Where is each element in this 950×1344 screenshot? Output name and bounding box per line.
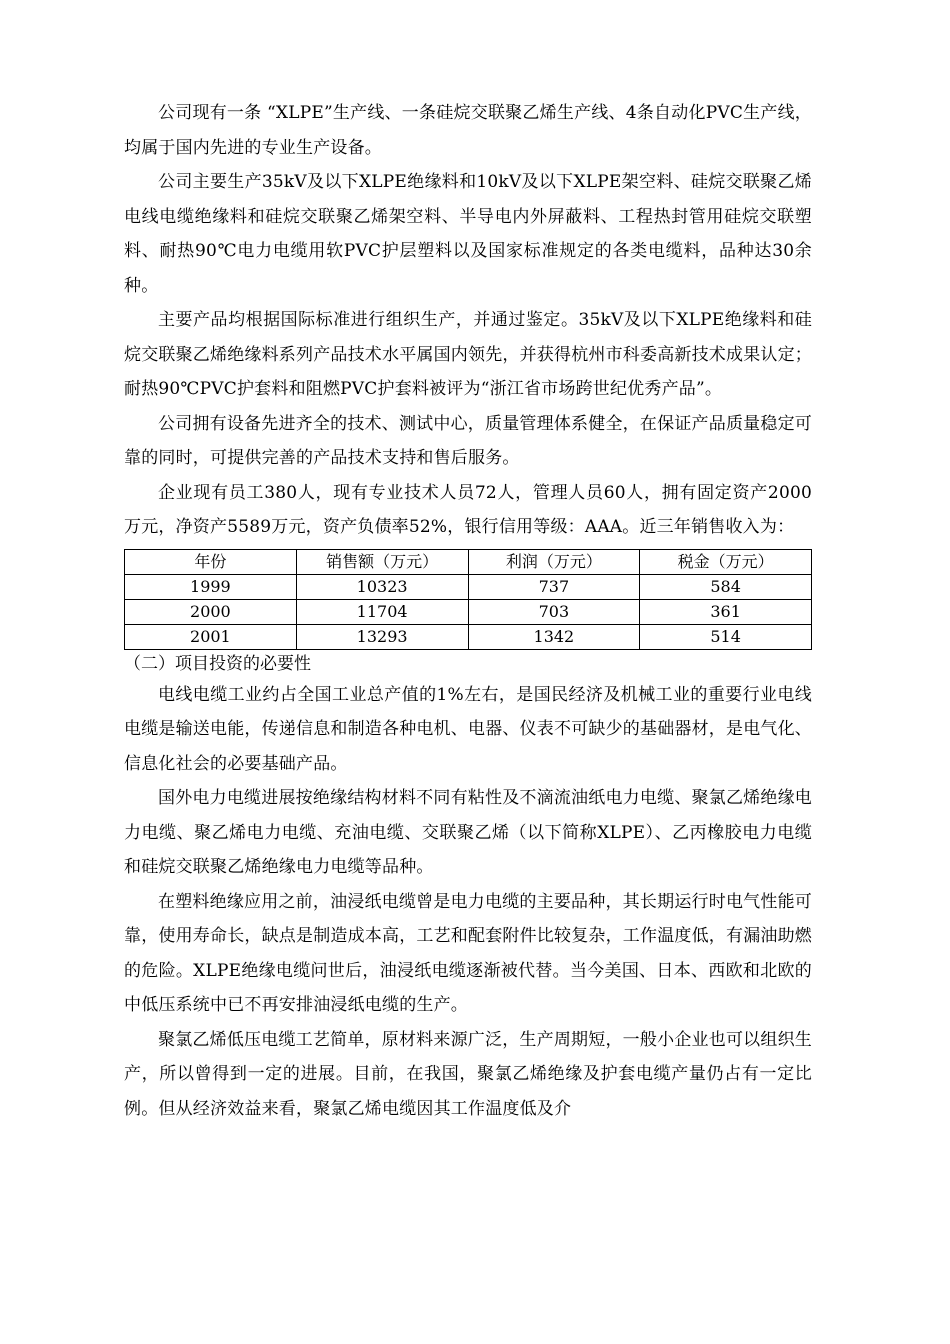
paragraph-staff-assets: 企业现有员工380人，现有专业技术人员72人，管理人员60人，拥有固定资产2000万元，净资产5589万元，资产负债率52%，银行信用等级：AAA。近三年销售收入为： <box>124 482 812 537</box>
table-header-row <box>125 549 812 574</box>
cell-tax: 361 <box>640 599 812 624</box>
paragraph-pvc-cable: 聚氯乙烯低压电缆工艺简单，原材料来源广泛，生产周期短，一般小企业也可以组织生产，所以曾得到一定的进展。目前，在我国，聚氯乙烯绝缘及护套电缆产量仍占有一定比例。但从经济效益来看，聚氯乙烯电缆因其工作温度低及介 <box>124 1029 812 1119</box>
header-tax: 税金（万元） <box>640 549 812 574</box>
paragraph-industry-share: 电线电缆工业约占全国工业总产值的1%左右，是国民经济及机械工业的重要行业电线电缆是输送电能，传递信息和制造各种电机、电器、仪表不可缺少的基础器材，是电气化、信息化社会的必要基础产品。 <box>124 684 812 774</box>
cell-sales: 11704 <box>296 599 468 624</box>
table-row <box>125 599 812 624</box>
cell-year: 1999 <box>125 574 297 599</box>
cell-profit: 737 <box>468 574 640 599</box>
paragraph-foreign-cables: 国外电力电缆进展按绝缘结构材料不同有粘性及不滴流油纸电力电缆、聚氯乙烯绝缘电力电缆、聚乙烯电力电缆、充油电缆、交联聚乙烯（以下简称XLPE）、乙丙橡胶电力电缆和硅烷交联聚乙烯绝缘电力电缆等品种。 <box>124 788 812 877</box>
cell-profit: 1342 <box>468 624 640 649</box>
cell-sales: 10323 <box>296 574 468 599</box>
paragraph-standards: 主要产品均根据国际标准进行组织生产，并通过鉴定。35kV及以下XLPE绝缘料和硅烷交联聚乙烯绝缘料系列产品技术水平属国内领先，并获得杭州市科委高新技术成果认定；耐热90℃PVC护套料和阻燃PVC护套料被评为“浙江省市场跨世纪优秀产品”。 <box>124 310 812 399</box>
section-heading: （二）项目投资的必要性 <box>124 653 311 674</box>
paragraph-main-products: 公司主要生产35kV及以下XLPE绝缘料和10kV及以下XLPE架空料、硅烷交联聚乙烯电线电缆绝缘料和硅烷交联聚乙烯架空料、半导电内外屏蔽料、工程热封管用硅烷交联塑料、耐热90℃电力电缆用软PVC护层塑料以及国家标准规定的各类电缆料，品种达30余种。 <box>124 172 812 296</box>
cell-year: 2000 <box>125 599 297 624</box>
table-row <box>125 624 812 649</box>
header-year: 年份 <box>125 549 297 574</box>
header-sales: 销售额（万元） <box>296 549 468 574</box>
paragraph-oil-paper-cable: 在塑料绝缘应用之前，油浸纸电缆曾是电力电缆的主要品种，其长期运行时电气性能可靠，使用寿命长，缺点是制造成本高，工艺和配套附件比较复杂，工作温度低，有漏油助燃的危险。XLPE绝缘电缆问世后，油浸纸电缆逐渐被代替。当今美国、日本、西欧和北欧的中低压系统中已不再安排油浸纸电缆的生产。 <box>124 891 812 1015</box>
document-page <box>124 96 812 1126</box>
header-profit: 利润（万元） <box>468 549 640 574</box>
cell-profit: 703 <box>468 599 640 624</box>
cell-tax: 584 <box>640 574 812 599</box>
sales-table <box>124 549 812 650</box>
paragraph-production-lines: 公司现有一条 “XLPE”生产线、一条硅烷交联聚乙烯生产线、4条自动化PVC生产线，均属于国内先进的专业生产设备。 <box>124 103 812 158</box>
table-row <box>125 574 812 599</box>
cell-tax: 514 <box>640 624 812 649</box>
cell-sales: 13293 <box>296 624 468 649</box>
cell-year: 2001 <box>125 624 297 649</box>
paragraph-testing-center: 公司拥有设备先进齐全的技术、测试中心，质量管理体系健全，在保证产品质量稳定可靠的同时，可提供完善的产品技术支持和售后服务。 <box>124 413 812 468</box>
